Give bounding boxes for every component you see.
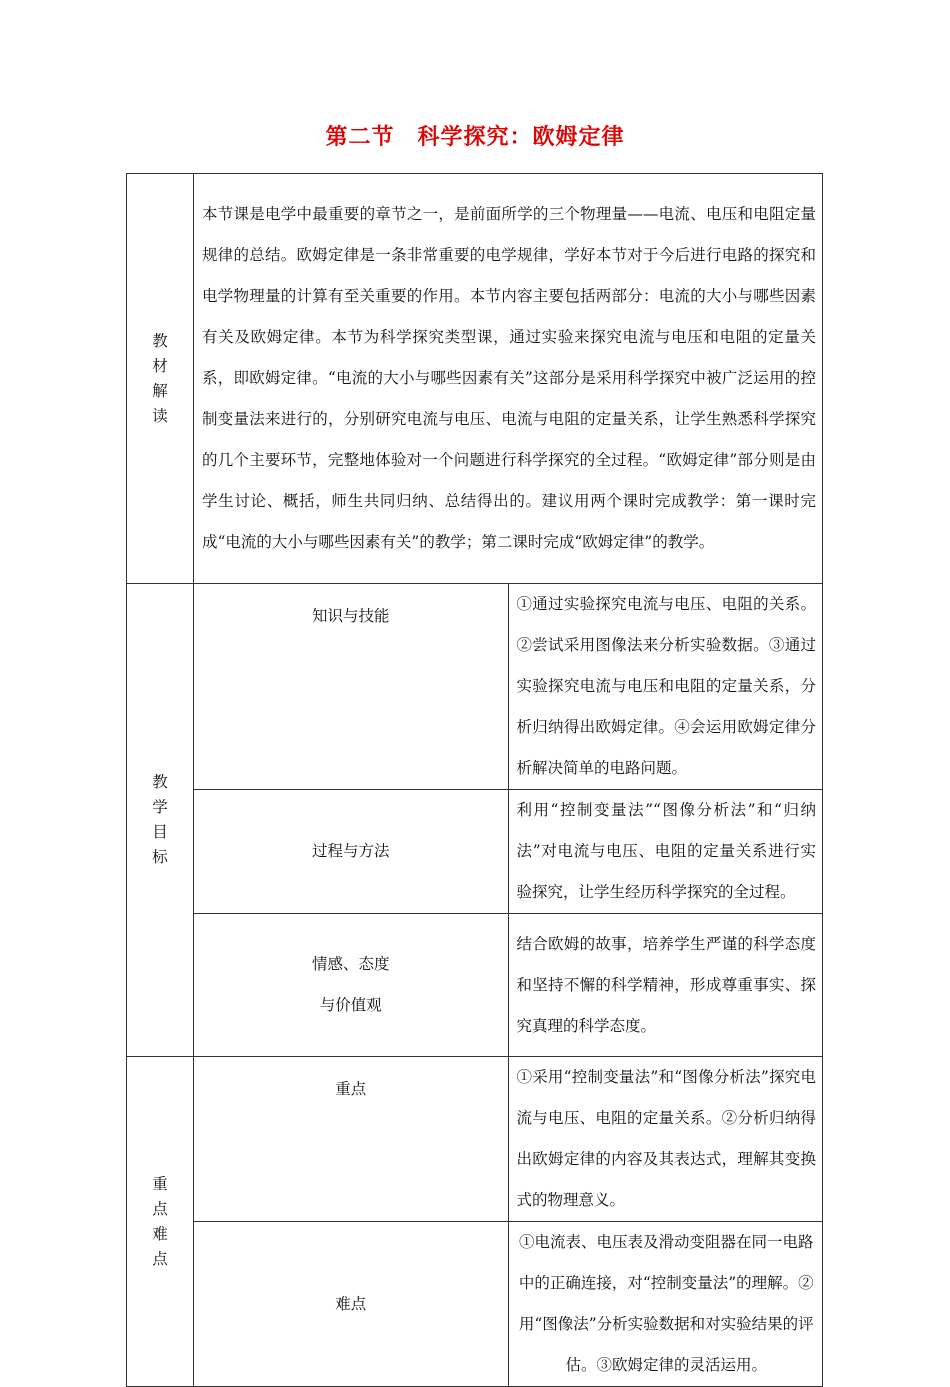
goal-row-knowledge xyxy=(127,584,823,790)
goals-label-cell xyxy=(127,584,194,1057)
keypoint-label-focus: 重点 xyxy=(194,1057,509,1222)
lesson-table xyxy=(126,173,823,1387)
textbook-label: 教材解读 xyxy=(152,331,168,425)
goal-label-process: 过程与方法 xyxy=(194,790,509,914)
goal-text-attitude: 结合欧姆的故事，培养学生严谨的科学态度和坚持不懈的科学精神，形成尊重事实、探究真理的科学态度。 xyxy=(508,914,823,1057)
keypoint-row-difficulty xyxy=(127,1222,823,1387)
keypoints-label-cell xyxy=(127,1057,194,1387)
textbook-text: 本节课是电学中最重要的章节之一，是前面所学的三个物理量——电流、电压和电阻定量规律的总结。欧姆定律是一条非常重要的电学规律，学好本节对于今后进行电路的探究和电学物理量的计算有至关重要的作用。本节内容主要包括两部分：电流的大小与哪些因素有关及欧姆定律。本节为科学探究类型课，通过实验来探究电流与电压和电阻的定量关系，即欧姆定律。“电流的大小与哪些因素有关”这部分是采用科学探究中被广泛运用的控制变量法来进行的，分别研究电流与电压、电流与电阻的定量关系，让学生熟悉科学探究的几个主要环节，完整地体验对一个问题进行科学探究的全过程。“欧姆定律”部分则是由学生讨论、概括，师生共同归纳、总结得出的。建议用两个课时完成教学：第一课时完成“电流的大小与哪些因素有关”的教学；第二课时完成“欧姆定律”的教学。 xyxy=(194,174,823,584)
keypoint-text-focus: ①采用“控制变量法”和“图像分析法”探究电流与电压、电阻的定量关系。②分析归纳得出欧姆定律的内容及其表达式，理解其变换式的物理意义。 xyxy=(508,1057,823,1222)
keypoint-text-difficulty: ①电流表、电压表及滑动变阻器在同一电路中的正确连接，对“控制变量法”的理解。②用“图像法”分析实验数据和对实验结果的评估。③欧姆定律的灵活运用。 xyxy=(508,1222,823,1387)
keypoints-label: 重点难点 xyxy=(152,1174,168,1268)
goals-label: 教学目标 xyxy=(152,773,168,866)
textbook-label-cell xyxy=(127,174,194,584)
goal-label-attitude-line1: 情感、态度 xyxy=(311,955,390,973)
page-title: 第二节 科学探究：欧姆定律 xyxy=(325,124,625,150)
goal-label-attitude-line2: 与价值观 xyxy=(319,996,382,1014)
goal-text-knowledge: ①通过实验探究电流与电压、电阻的关系。②尝试采用图像法来分析实验数据。③通过实验探究电流与电压和电阻的定量关系，分析归纳得出欧姆定律。④会运用欧姆定律分析解决简单的电路问题。 xyxy=(508,584,823,790)
goal-label-attitude xyxy=(194,914,509,1057)
textbook-row xyxy=(127,174,823,584)
keypoint-row-focus xyxy=(127,1057,823,1222)
goal-row-process xyxy=(127,790,823,914)
goal-label-knowledge: 知识与技能 xyxy=(194,584,509,790)
keypoint-label-difficulty: 难点 xyxy=(194,1222,509,1387)
goal-text-process: 利用“控制变量法”“图像分析法”和“归纳法”对电流与电压、电阻的定量关系进行实验探究，让学生经历科学探究的全过程。 xyxy=(508,790,823,914)
goal-row-attitude xyxy=(127,914,823,1057)
